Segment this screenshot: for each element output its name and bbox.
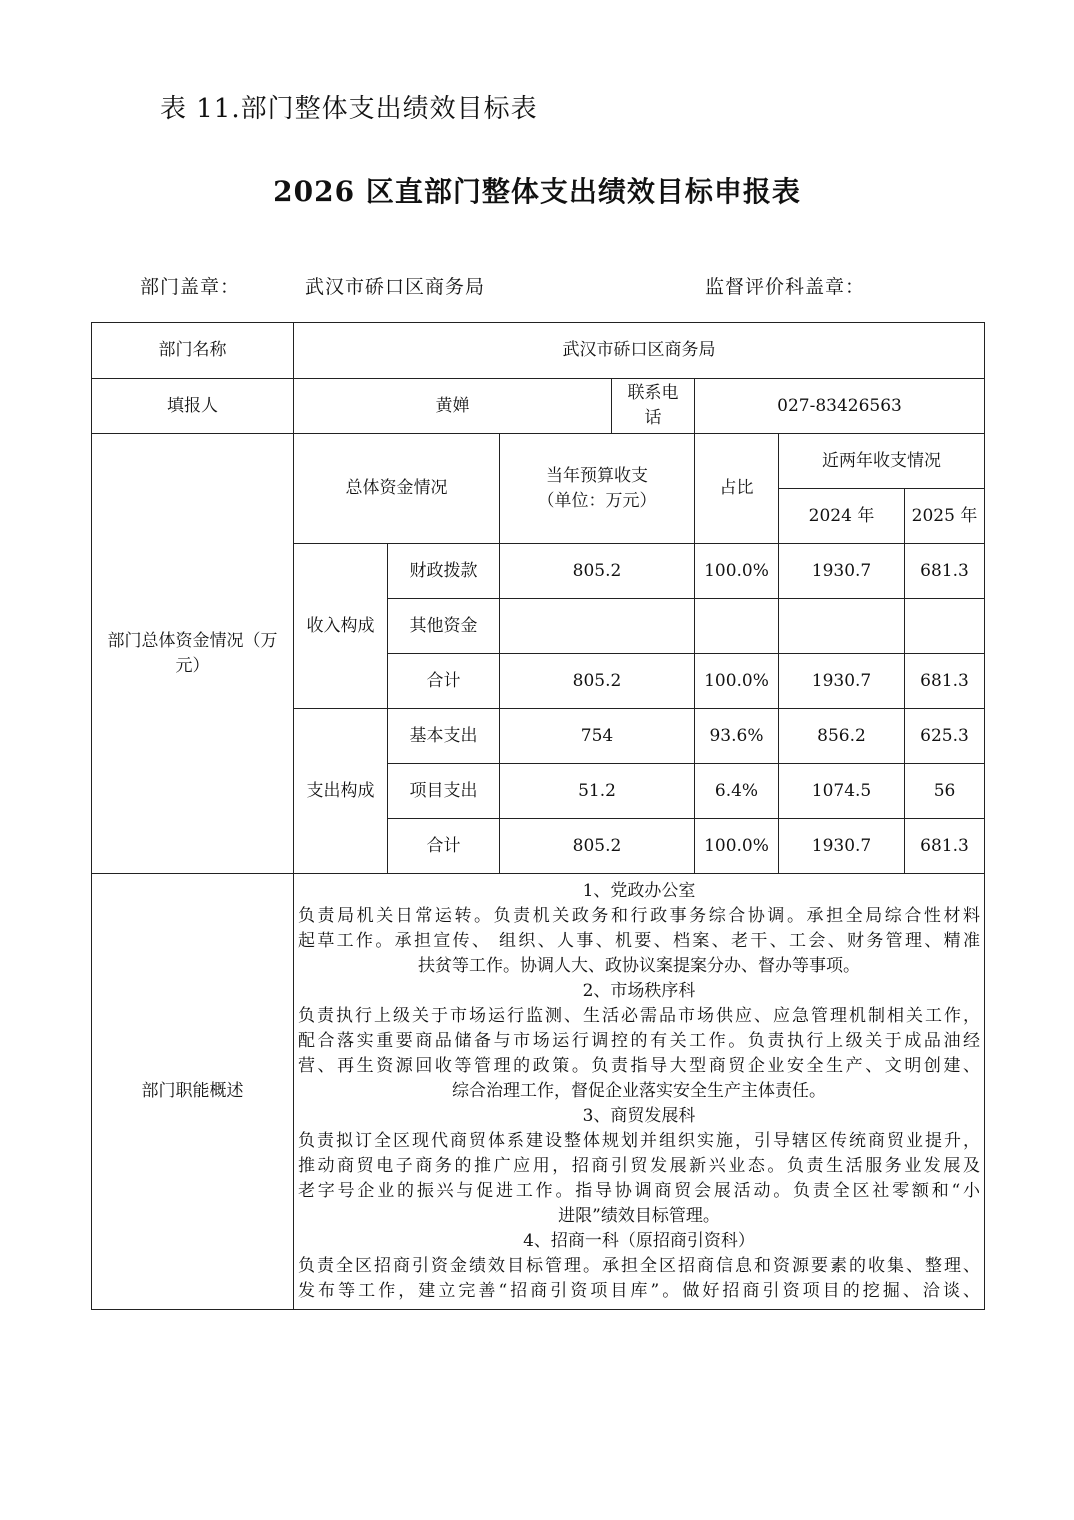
expense-budget: 51.2 xyxy=(500,764,695,819)
income-ratio xyxy=(695,599,779,654)
expense-item: 项目支出 xyxy=(388,764,500,819)
income-ratio: 100.0% xyxy=(695,544,779,599)
expense-item: 基本支出 xyxy=(388,709,500,764)
table-caption: 表 11.部门整体支出绩效目标表 xyxy=(160,94,538,124)
income-2025: 681.3 xyxy=(905,544,985,599)
function-label: 部门职能概述 xyxy=(92,874,294,1310)
filler-value: 黄婵 xyxy=(294,379,612,434)
income-ratio: 100.0% xyxy=(695,654,779,709)
function-line: 进限”绩效目标管理。 xyxy=(558,1206,720,1226)
income-2024: 1930.7 xyxy=(779,544,905,599)
overall-funds-header: 总体资金情况 xyxy=(294,434,500,544)
function-row xyxy=(92,874,985,1310)
budget-header: 当年预算收支（单位：万元） xyxy=(500,434,695,544)
function-line: 推动商贸电子商务的推广应用，招商引贸发展新兴业态。负责生活服务业发展及 xyxy=(298,1156,981,1176)
function-line: 负责执行上级关于市场运行监测、生活必需品市场供应、应急管理机制相关工作， xyxy=(298,1006,981,1026)
expense-ratio: 93.6% xyxy=(695,709,779,764)
expense-budget: 754 xyxy=(500,709,695,764)
page-title: 2026 区直部门整体支出绩效目标申报表 xyxy=(273,175,801,208)
dept-stamp-value: 武汉市硚口区商务局 xyxy=(305,276,486,298)
function-line: 综合治理工作，督促企业落实安全生产主体责任。 xyxy=(452,1081,826,1101)
function-line: 负责拟订全区现代商贸体系建设整体规划并组织实施，引导辖区传统商贸业提升， xyxy=(298,1131,981,1151)
expense-2024: 1930.7 xyxy=(779,819,905,874)
function-line: 老字号企业的振兴与促进工作。指导协调商贸会展活动。负责全区社零额和“小 xyxy=(298,1181,981,1201)
expense-2025: 681.3 xyxy=(905,819,985,874)
supervise-stamp-label: 监督评价科盖章： xyxy=(705,276,866,298)
income-2024 xyxy=(779,599,905,654)
expense-2024: 1074.5 xyxy=(779,764,905,819)
expense-budget: 805.2 xyxy=(500,819,695,874)
expense-2024: 856.2 xyxy=(779,709,905,764)
phone-value: 027-83426563 xyxy=(695,379,985,434)
dept-name-value: 武汉市硚口区商务局 xyxy=(294,323,985,379)
income-budget: 805.2 xyxy=(500,544,695,599)
funds-section-label: 部门总体资金情况（万元） xyxy=(92,434,294,874)
filler-label: 填报人 xyxy=(92,379,294,434)
phone-label: 联系电话 xyxy=(612,379,695,434)
dept-name-label: 部门名称 xyxy=(92,323,294,379)
expense-2025: 56 xyxy=(905,764,985,819)
expense-item: 合计 xyxy=(388,819,500,874)
year-2024-header: 2024 年 xyxy=(779,489,905,544)
function-line: 2、市场秩序科 xyxy=(582,981,696,1001)
income-item: 财政拨款 xyxy=(388,544,500,599)
function-line: 1、党政办公室 xyxy=(582,881,696,901)
year-2025-header: 2025 年 xyxy=(905,489,985,544)
income-item: 其他资金 xyxy=(388,599,500,654)
function-line: 营、再生资源回收等管理的政策。负责指导大型商贸企业安全生产、文明创建、 xyxy=(298,1056,981,1076)
function-line: 3、商贸发展科 xyxy=(582,1106,696,1126)
function-line: 起草工作。承担宣传、 组织、人事、机要、档案、老干、工会、财务管理、精准 xyxy=(298,931,981,951)
function-description xyxy=(294,874,985,1310)
funds-header-row-1 xyxy=(92,434,985,489)
income-budget xyxy=(500,599,695,654)
function-line: 扶贫等工作。协调人大、政协议案提案分办、督办等事项。 xyxy=(418,956,860,976)
expense-label: 支出构成 xyxy=(294,709,388,874)
income-item: 合计 xyxy=(388,654,500,709)
function-line: 负责局机关日常运转。负责机关政务和行政事务综合协调。承担全局综合性材料 xyxy=(298,906,981,926)
expense-ratio: 100.0% xyxy=(695,819,779,874)
recent-years-header: 近两年收支情况 xyxy=(779,434,985,489)
income-2025: 681.3 xyxy=(905,654,985,709)
expense-ratio: 6.4% xyxy=(695,764,779,819)
filler-row xyxy=(92,379,985,434)
ratio-header: 占比 xyxy=(695,434,779,544)
expense-2025: 625.3 xyxy=(905,709,985,764)
function-line: 配合落实重要商品储备与市场运行调控的有关工作。负责执行上级关于成品油经 xyxy=(298,1031,981,1051)
income-label: 收入构成 xyxy=(294,544,388,709)
dept-name-row xyxy=(92,323,985,379)
income-budget: 805.2 xyxy=(500,654,695,709)
function-line: 发布等工作，建立完善“招商引资项目库”。做好招商引资项目的挖掘、洽谈、 xyxy=(298,1281,981,1301)
dept-stamp-label: 部门盖章： xyxy=(140,276,241,298)
income-2025 xyxy=(905,599,985,654)
function-line: 4、招商一科（原招商引资科） xyxy=(523,1231,755,1251)
income-2024: 1930.7 xyxy=(779,654,905,709)
function-line: 负责全区招商引资金绩效目标管理。承担全区招商信息和资源要素的收集、整理、 xyxy=(298,1256,981,1276)
performance-goal-table xyxy=(91,322,985,1310)
